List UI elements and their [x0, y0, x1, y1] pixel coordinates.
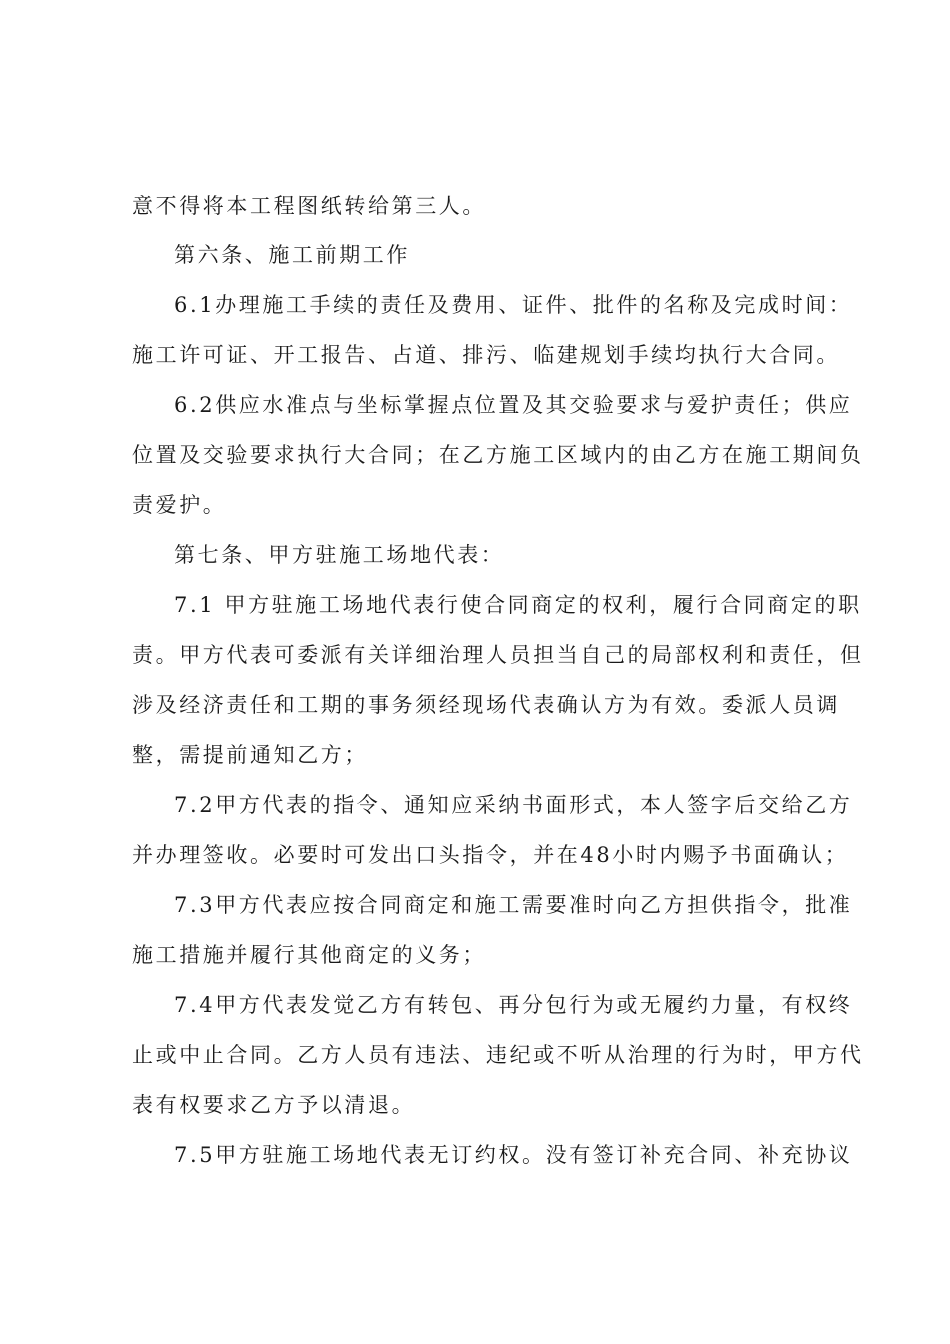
text-line: 7.4甲方代表发觉乙方有转包、再分包行为或无履约力量，有权终 — [174, 993, 853, 1017]
section-heading-6: 第六条、施工前期工作 — [174, 243, 410, 267]
text-line: 位置及交验要求执行大合同；在乙方施工区域内的由乙方在施工期间负 — [132, 443, 864, 467]
text-line: 6.2供应水准点与坐标掌握点位置及其交验要求与爱护责任；供应 — [174, 393, 853, 417]
text-line: 责爱护。 — [132, 493, 227, 517]
text-line: 并办理签收。必要时可发出口头指令，并在48小时内赐予书面确认； — [132, 843, 849, 867]
text-line: 施工许可证、开工报告、占道、排污、临建规划手续均执行大合同。 — [132, 343, 840, 367]
text-line: 6.1办理施工手续的责任及费用、证件、批件的名称及完成时间： — [174, 293, 853, 317]
text-line: 7.1 甲方驻施工场地代表行使合同商定的权利，履行合同商定的职 — [174, 593, 862, 617]
text-line: 施工措施并履行其他商定的义务； — [132, 943, 486, 967]
text-line: 7.5甲方驻施工场地代表无订约权。没有签订补充合同、补充协议 — [174, 1143, 853, 1167]
text-line: 责。甲方代表可委派有关详细治理人员担当自己的局部权利和责任，但 — [132, 643, 864, 667]
text-line: 涉及经济责任和工期的事务须经现场代表确认方为有效。委派人员调 — [132, 693, 840, 717]
section-heading-7: 第七条、甲方驻施工场地代表： — [174, 543, 505, 567]
text-line: 7.3甲方代表应按合同商定和施工需要准时向乙方担供指令，批准 — [174, 893, 853, 917]
text-line: 意不得将本工程图纸转给第三人。 — [132, 194, 486, 218]
text-line: 整，需提前通知乙方； — [132, 743, 368, 767]
text-line: 表有权要求乙方予以清退。 — [132, 1093, 416, 1117]
text-line: 止或中止合同。乙方人员有违法、违纪或不听从治理的行为时，甲方代 — [132, 1043, 864, 1067]
text-line: 7.2甲方代表的指令、通知应采纳书面形式，本人签字后交给乙方 — [174, 793, 853, 817]
